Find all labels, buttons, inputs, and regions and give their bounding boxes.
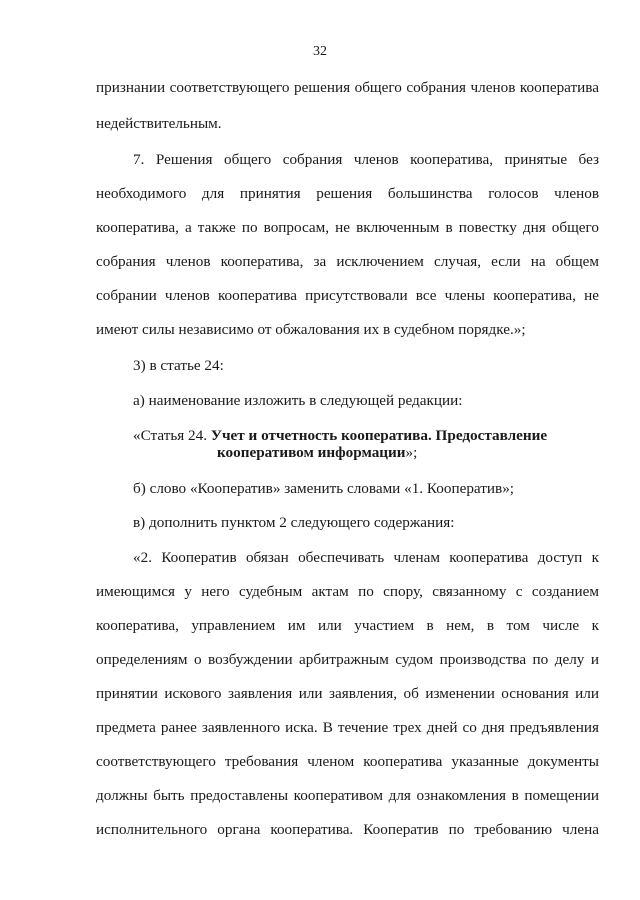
text-line: в) дополнить пунктом 2 следующего содержания: <box>133 514 455 531</box>
text-line: имеющимся у него судебным актам по спору, связанному с созданием <box>96 583 599 600</box>
page-number: 32 <box>313 44 327 59</box>
text-line: соответствующего требования членом кооператива указанные документы <box>96 753 599 770</box>
text-line: исполнительного органа кооператива. Кооператив по требованию члена <box>96 821 599 838</box>
article-heading-continued <box>217 444 617 462</box>
text-line: должны быть предоставлены кооперативом для ознакомления в помещении <box>96 787 599 804</box>
text-line: собрания членов кооператива, за исключением случая, если на общем <box>96 253 599 270</box>
text-line: 3) в статье 24: <box>133 357 224 374</box>
text-line: б) слово «Кооператив» заменить словами «1. Кооператив»; <box>133 480 515 497</box>
text-line: собрании членов кооператива присутствовали все члены кооператива, не <box>96 287 599 304</box>
article-heading-suffix: »; <box>405 444 418 461</box>
article-heading-title-cont: кооперативом информации <box>217 444 406 461</box>
text-line: кооператива, управлением им или участием в нем, в том числе к <box>96 617 599 634</box>
article-heading-prefix: «Статья 24. <box>133 427 208 444</box>
text-line: предмета ранее заявленного иска. В течение трех дней со дня предъявления <box>96 719 599 736</box>
article-heading-title: Учет и отчетность кооператива. Предоставление <box>210 427 548 444</box>
text-line: принятии искового заявления или заявления, об изменении основания или <box>96 685 599 702</box>
text-line: «2. Кооператив обязан обеспечивать членам кооператива доступ к <box>133 549 599 566</box>
text-line: кооператива, а также по вопросам, не включенным в повестку дня общего <box>96 219 599 236</box>
text-line: имеют силы независимо от обжалования их в судебном порядке.»; <box>96 321 526 338</box>
text-line: признании соответствующего решения общего собрания членов кооператива <box>96 79 599 96</box>
text-line: 7. Решения общего собрания членов кооператива, принятые без <box>133 151 599 168</box>
text-line: а) наименование изложить в следующей редакции: <box>133 392 463 409</box>
text-line: необходимого для принятия решения большинства голосов членов <box>96 185 599 202</box>
text-line: определениям о возбуждении арбитражным судом производства по делу и <box>96 651 599 668</box>
article-heading <box>133 427 599 445</box>
text-line: недействительным. <box>96 115 222 132</box>
